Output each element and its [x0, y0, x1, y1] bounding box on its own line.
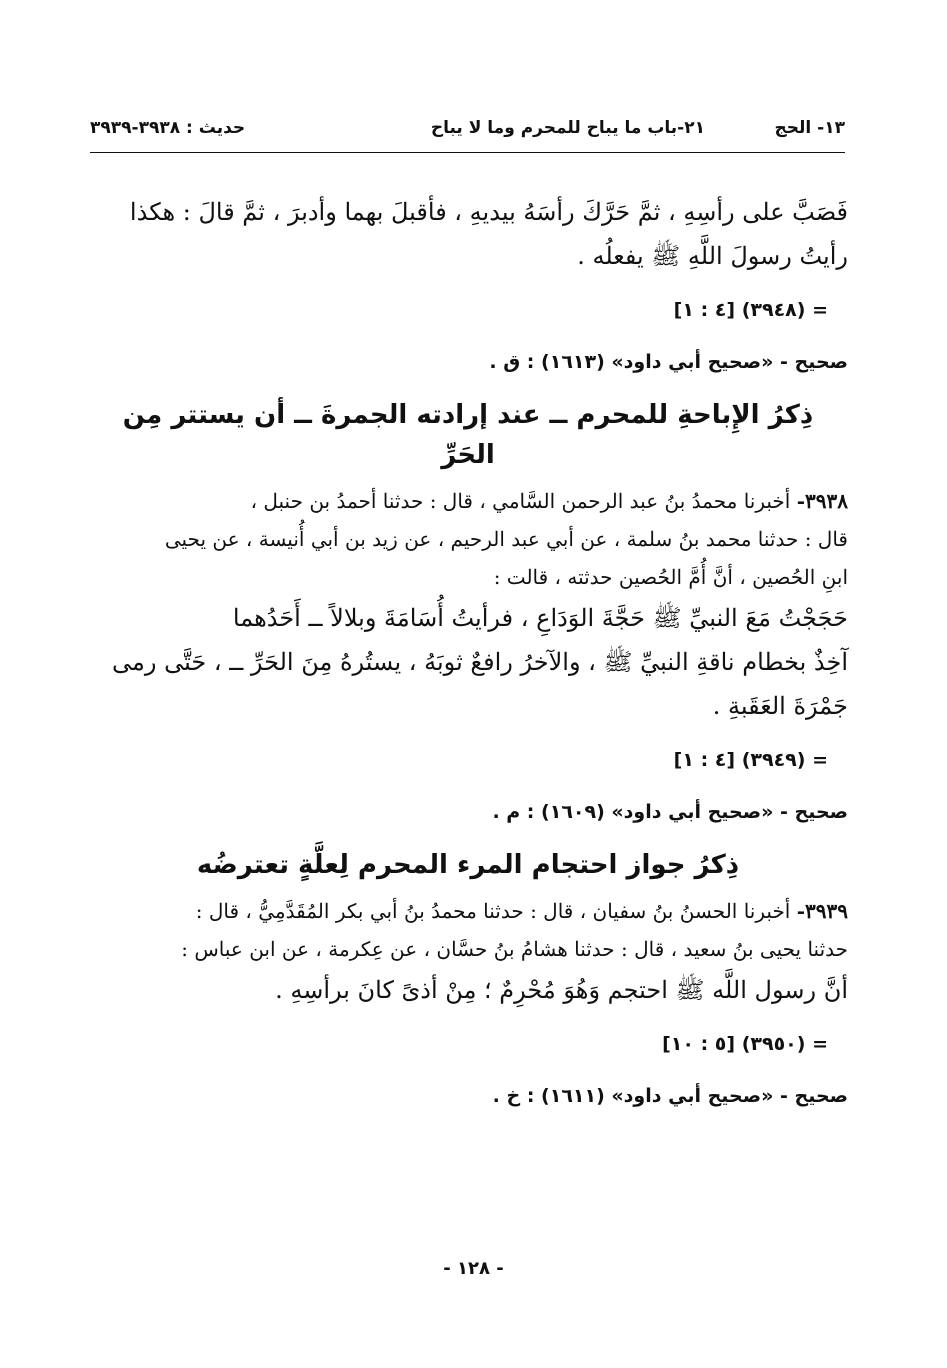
matn-line: جَمْرَةَ العَقَبةِ .: [712, 692, 848, 720]
chapter-heading: [88, 392, 848, 478]
chapter-heading-line: ذِكرُ الإِباحةِ للمحرم ــ عند إرادته الجمرةَ ــ أن يستتر مِن: [122, 400, 814, 430]
isnad-line: ابنِ الحُصين ، أنَّ أُمَّ الحُصين حدثته ، قالت :: [493, 565, 848, 589]
header-chapter-title: ٢١-باب ما يباح للمحرم وما لا يباح: [430, 118, 705, 138]
matn-line: أنَّ رسول اللَّه ﷺ احتجم وَهُوَ مُحْرِمٌ ؛ مِنْ أذىً كانَ برأسِهِ .: [275, 976, 848, 1004]
matn-line: فَصَبَّ على رأسِهِ ، ثمَّ حَرَّكَ رأسَهُ بيديهِ ، فأقبلَ بهما وأدبرَ ، ثمَّ قالَ : هكذا: [129, 198, 848, 226]
hadith-continuation: [88, 190, 848, 388]
hadith-3939: [88, 892, 848, 1122]
cross-reference: = (٣٩٤٩) [٤ : ١]: [673, 749, 828, 771]
isnad-line: حدثنا يحيى بنُ سعيد ، قال : حدثنا هشامُ بنُ حسَّان ، عن عِكرمة ، عن ابن عباس :: [181, 937, 848, 961]
cross-reference: = (٣٩٤٨) [٤ : ١]: [673, 299, 828, 321]
isnad-line: أخبرنا الحسنُ بنُ سفيان ، قال : حدثنا محمدُ بنُ أبي بكر المُقَدَّمِيُّ ، قال :: [195, 899, 791, 923]
hadith-grade: صحيح - «صحيح أبي داود» (١٦٠٩) : م .: [492, 801, 848, 823]
isnad-line: أخبرنا محمدُ بنُ عبد الرحمن السَّامي ، قال : حدثنا أحمدُ بن حنبل ،: [250, 489, 791, 513]
page-number: - ١٢٨ -: [443, 1258, 504, 1279]
header-book-title: ١٣- الحج: [774, 118, 845, 138]
running-header: [90, 112, 845, 153]
isnad-line: قال : حدثنا محمد بنُ سلمة ، عن أبي عبد الرحيم ، عن زيد بن أبي أُنيسة ، عن يحيى: [164, 527, 848, 551]
matn-line: آخِذٌ بخطام ناقةِ النبيِّ ﷺ ، والآخرُ رافعٌ ثوبَهُ ، يستُرهُ مِنَ الحَرِّ ــ ، حَتَّى رمى: [112, 648, 848, 676]
cross-reference: = (٣٩٥٠) [٥ : ١٠]: [662, 1033, 828, 1055]
hadith-3938: [88, 482, 848, 838]
hadith-grade: صحيح - «صحيح أبي داود» (١٦١١) : خ .: [492, 1085, 848, 1107]
hadith-number: ٣٩٣٨-: [796, 489, 848, 513]
header-hadith-range: حديث : ٣٩٣٨-٣٩٣٩: [90, 118, 246, 138]
matn-line: حَجَجْتُ مَعَ النبيِّ ﷺ حَجَّةَ الوَدَاعِ ، فرأيتُ أُسَامَةَ وبلالاً ــ أَحَدُهما: [232, 604, 848, 632]
chapter-heading-line: الحَرِّ: [441, 440, 495, 470]
hadith-grade: صحيح - «صحيح أبي داود» (١٦١٣) : ق .: [489, 351, 848, 373]
chapter-heading: ذِكرُ جواز احتجام المرء المحرم لِعلَّةٍ تعترضُه: [196, 850, 740, 880]
hadith-number: ٣٩٣٩-: [796, 899, 848, 923]
matn-line: رأيتُ رسولَ اللَّهِ ﷺ يفعلُه .: [577, 242, 848, 270]
page-body: [88, 190, 848, 1122]
